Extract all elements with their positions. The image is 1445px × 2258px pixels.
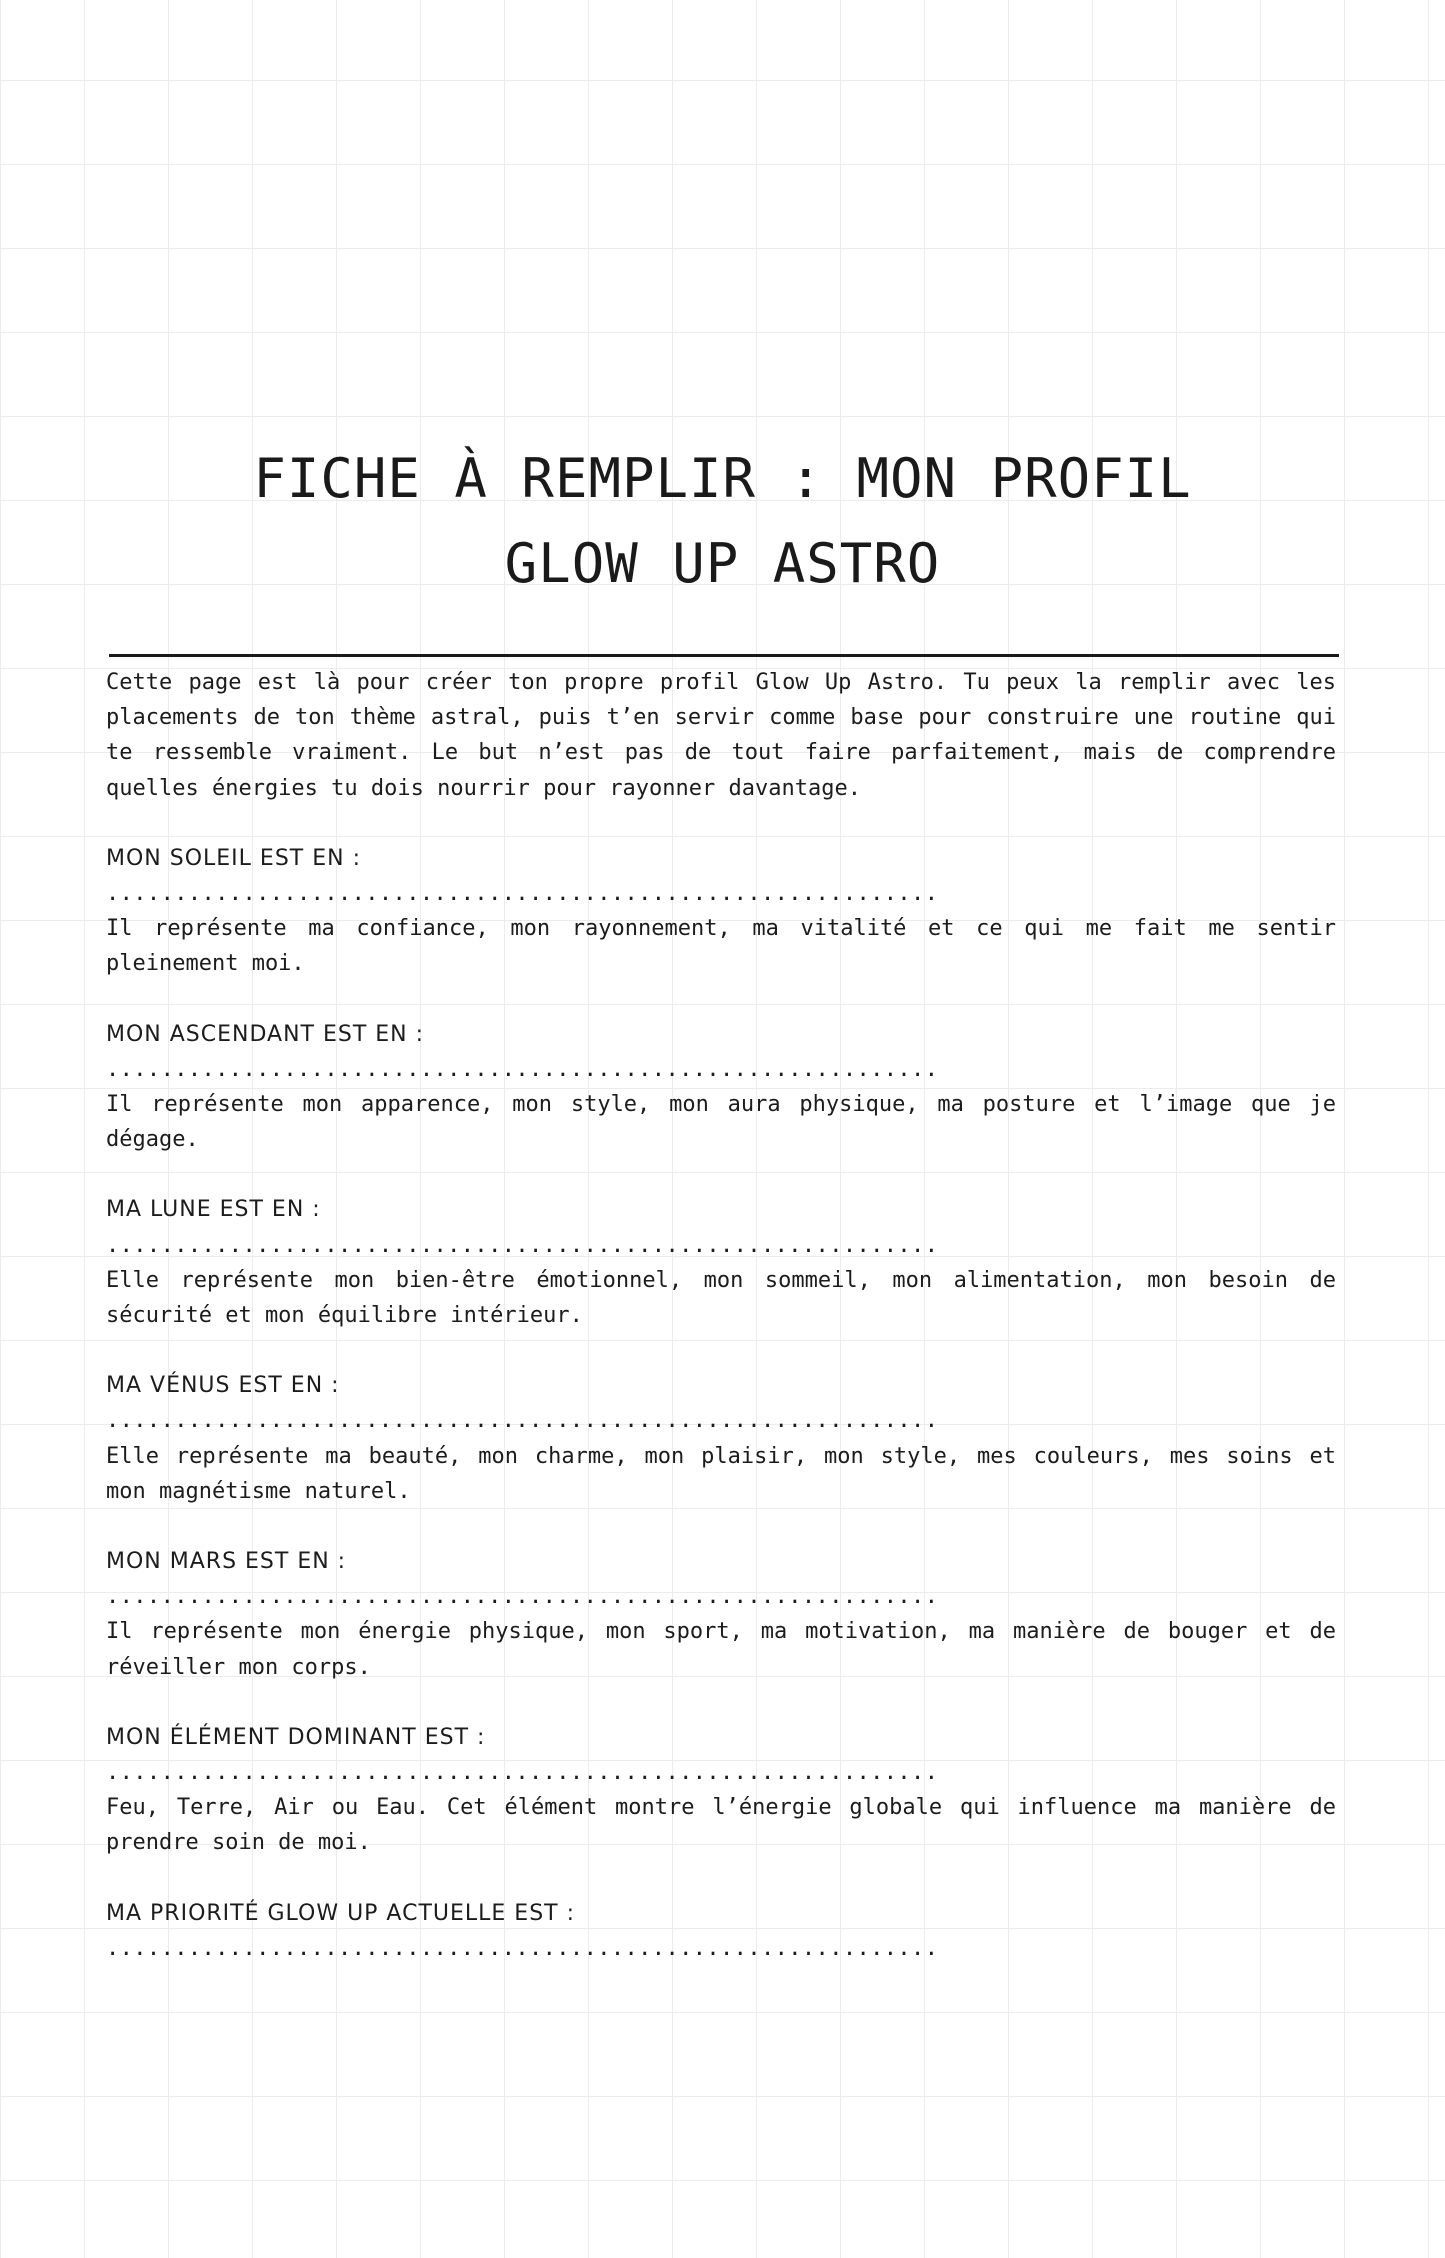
page-title-line-1: FICHE À REMPLIR : MON PROFIL: [253, 447, 1192, 510]
fill-in-line[interactable]: .............................................................: [106, 1935, 939, 1961]
field-ascendant: [106, 1017, 1336, 1158]
fill-in-line[interactable]: .............................................................: [106, 1584, 939, 1610]
field-description: Elle représente ma beauté, mon charme, mon plaisir, mon style, mes couleurs, mes soins et mon magnétisme naturel.: [106, 1443, 1336, 1504]
field-label: MON ÉLÉMENT DOMINANT EST :: [106, 1724, 486, 1750]
page-title: [106, 436, 1339, 606]
field-element-dominant: [106, 1720, 1336, 1861]
field-description: Feu, Terre, Air ou Eau. Cet élément montre l’énergie globale qui influence ma manière de prendre soin de moi.: [106, 1795, 1336, 1856]
fill-in-line[interactable]: .............................................................: [106, 1760, 939, 1786]
field-description: Il représente mon énergie physique, mon sport, ma motivation, ma manière de bouger et de réveiller mon corps.: [106, 1619, 1336, 1680]
field-soleil: [106, 841, 1336, 982]
fill-in-line[interactable]: .............................................................: [106, 881, 939, 907]
field-description: Elle représente mon bien-être émotionnel, mon sommeil, mon alimentation, mon besoin de sécurité et mon équilibre intérieur.: [106, 1267, 1336, 1329]
field-label: MON MARS EST EN :: [106, 1549, 347, 1575]
field-label: MON SOLEIL EST EN :: [106, 845, 361, 871]
fill-in-line[interactable]: .............................................................: [106, 1232, 939, 1258]
field-priorite-glow-up: [106, 1896, 1336, 1966]
field-description: Il représente mon apparence, mon style, mon aura physique, ma posture et l’image que je dégage.: [106, 1092, 1336, 1153]
field-venus: [106, 1368, 1336, 1509]
field-lune: [106, 1192, 1336, 1333]
title-divider: [109, 654, 1339, 657]
fill-in-line[interactable]: .............................................................: [106, 1056, 939, 1082]
page-title-line-2: GLOW UP ASTRO: [504, 532, 941, 595]
field-label: MA VÉNUS EST EN :: [106, 1373, 340, 1399]
field-label: MA PRIORITÉ GLOW UP ACTUELLE EST :: [106, 1900, 576, 1926]
field-description: Il représente ma confiance, mon rayonnement, ma vitalité et ce qui me fait me sentir pleinement moi.: [106, 916, 1336, 977]
field-mars: [106, 1544, 1336, 1685]
worksheet-content: [106, 665, 1336, 1966]
field-label: MA LUNE EST EN :: [106, 1197, 321, 1223]
intro-paragraph: Cette page est là pour créer ton propre profil Glow Up Astro. Tu peux la remplir avec les placements de ton thème astral, puis t’en servir comme base pour construire une routine qui te ressemble vraiment. Le but n’est pas de tout faire parfaitement, mais de comprendre quelles énergies tu dois nourrir pour rayonner davantage.: [106, 670, 1336, 801]
fill-in-line[interactable]: .............................................................: [106, 1408, 939, 1434]
field-label: MON ASCENDANT EST EN :: [106, 1021, 425, 1047]
